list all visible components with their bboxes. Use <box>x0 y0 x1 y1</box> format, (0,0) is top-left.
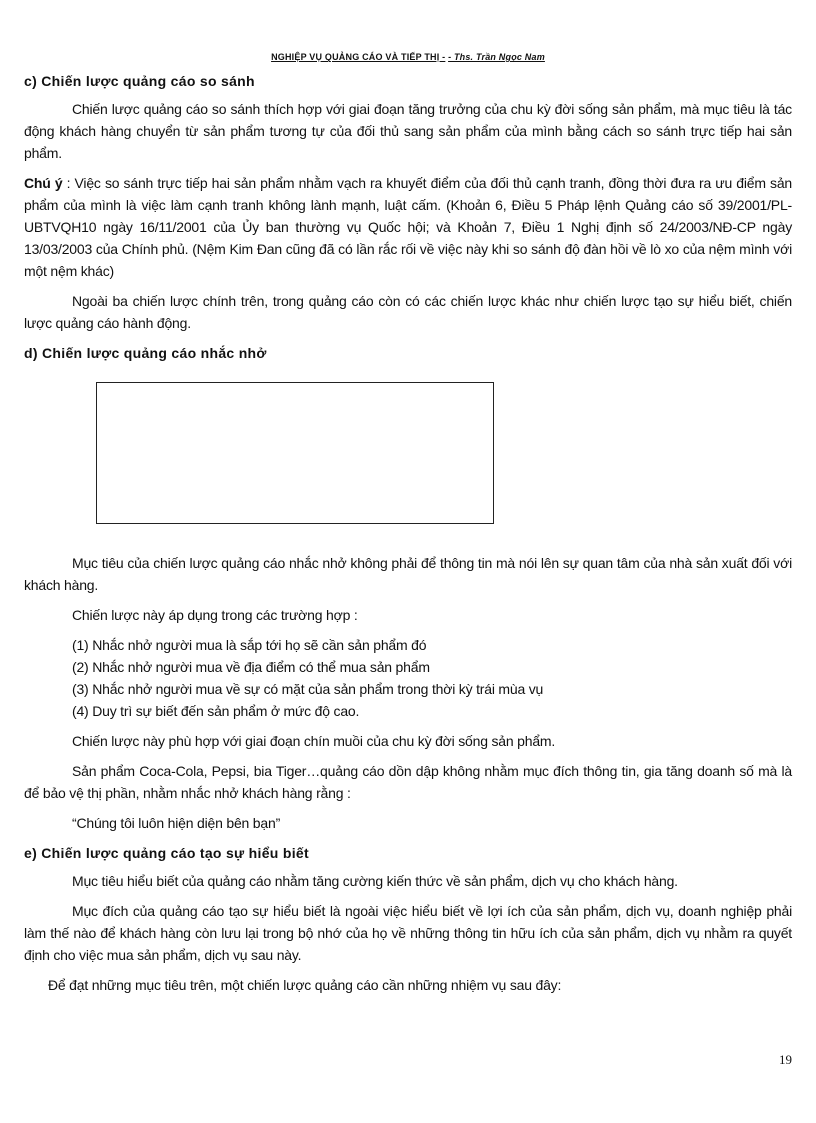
header-title: NGHIỆP VỤ QUẢNG CÁO VÀ TIẾP THỊ - <box>271 52 446 62</box>
note-text: : Việc so sánh trực tiếp hai sản phẩm nhằm vạch ra khuyết điểm của đối thủ cạnh tranh, đồng thời đưa ra ưu điểm sản phẩm của mình là việc làm cạnh tranh không lành mạnh, luật cấm. (Khoản 6, Điều 5 Pháp lệnh Quảng cáo số 39/2001/PL-UBTVQH10 ngày 16/11/2001 của Ủy ban thường vụ Quốc hội; và Khoản 7, Điều 1 Nghị định số 24/2003/NĐ-CP ngày 13/03/2003 của Chính phủ. (Nệm Kim Đan cũng đã có lần rắc rối về việc này khi so sánh độ đàn hồi về lò xo của nệm mình với một nệm khác) <box>24 175 792 279</box>
section-d-paragraph-1: Mục tiêu của chiến lược quảng cáo nhắc nhở không phải để thông tin mà nói lên sự quan tâm của nhà sản xuất đối với khách hàng. <box>24 555 792 593</box>
list-item: (2) Nhắc nhở người mua về địa điểm có thể mua sản phẩm <box>72 659 430 675</box>
page-number: 19 <box>779 1052 792 1067</box>
list-item: (4) Duy trì sự biết đến sản phẩm ở mức độ cao. <box>72 703 360 719</box>
slogan-quote: “Chúng tôi luôn hiện diện bên bạn” <box>72 815 281 831</box>
section-c-paragraph-2: Ngoài ba chiến lược chính trên, trong quảng cáo còn có các chiến lược khác như chiến lược tạo sự hiểu biết, chiến lược quảng cáo hành động. <box>24 293 792 331</box>
reminder-cases-list <box>72 634 792 722</box>
section-e-paragraph-1: Mục tiêu hiểu biết của quảng cáo nhằm tăng cường kiến thức về sản phẩm, dịch vụ cho khách hàng. <box>72 873 678 889</box>
header-author: - Ths. Trần Ngọc Nam <box>448 52 545 62</box>
page-content <box>24 68 792 1004</box>
list-item: (1) Nhắc nhở người mua là sắp tới họ sẽ cần sản phẩm đó <box>72 637 427 653</box>
note-label: Chú ý <box>24 175 63 191</box>
section-e-paragraph-2: Mục đích của quảng cáo tạo sự hiểu biết là ngoài việc hiểu biết về lợi ích của sản phẩm, dịch vụ, doanh nghiệp phải làm thế nào để khách hàng còn lưu lại trong bộ nhớ của họ về những thông tin hữu ích của sản phẩm, dịch vụ nhằm ra quyết định cho việc mua sản phẩm, dịch vụ sau này. <box>24 903 792 963</box>
section-d-paragraph-4: Sản phẩm Coca-Cola, Pepsi, bia Tiger…quảng cáo dồn dập không nhằm mục đích thông tin, gia tăng doanh số mà là để bảo vệ thị phần, nhằm nhắc nhở khách hàng rằng : <box>24 763 792 801</box>
section-e-heading: e) Chiến lược quảng cáo tạo sự hiểu biết <box>24 845 309 861</box>
section-c-paragraph-1: Chiến lược quảng cáo so sánh thích hợp với giai đoạn tăng trưởng của chu kỳ đời sống sản phẩm, mà mục tiêu là tác động khách hàng chuyển từ sản phẩm tương tự của đối thủ sang sản phẩm của mình bằng cách so sánh trực tiếp hai sản phẩm. <box>24 101 792 161</box>
list-item: (3) Nhắc nhở người mua về sự có mặt của sản phẩm trong thời kỳ trái mùa vụ <box>72 681 544 697</box>
section-d-paragraph-2: Chiến lược này áp dụng trong các trường hợp : <box>72 607 358 623</box>
running-header <box>0 52 816 62</box>
empty-figure-box <box>96 382 494 524</box>
note-paragraph <box>24 172 792 282</box>
section-c-heading: c) Chiến lược quảng cáo so sánh <box>24 73 255 89</box>
section-e-paragraph-3: Để đạt những mục tiêu trên, một chiến lược quảng cáo cần những nhiệm vụ sau đây: <box>48 977 562 993</box>
section-d-heading: d) Chiến lược quảng cáo nhắc nhở <box>24 345 267 361</box>
section-d-paragraph-3: Chiến lược này phù hợp với giai đoạn chín muồi của chu kỳ đời sống sản phẩm. <box>72 733 556 749</box>
